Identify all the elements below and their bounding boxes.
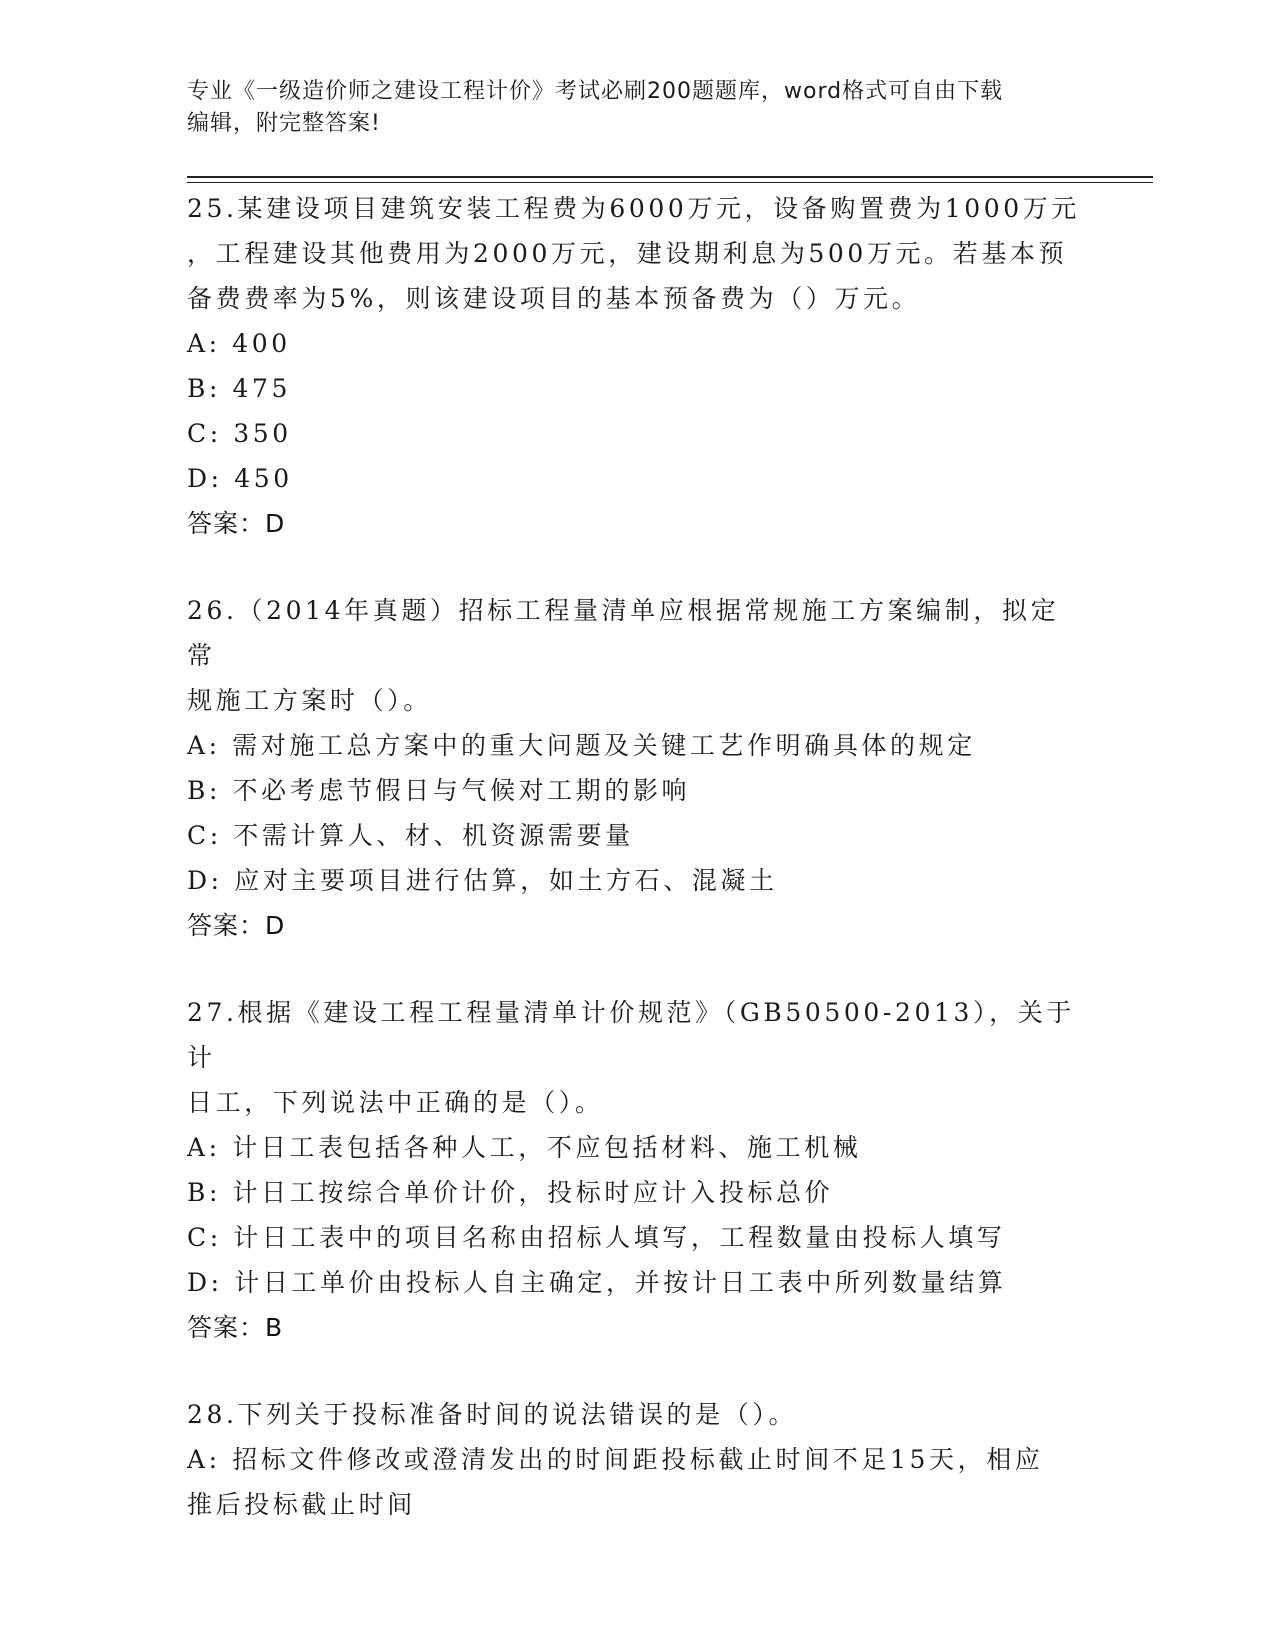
option-a-continued: 推后投标截止时间 <box>187 1490 416 1519</box>
document-header <box>187 76 1067 140</box>
answer: 答案：D <box>187 509 286 538</box>
option-d: D: 计日工单价由投标人自主确定，并按计日工表中所列数量结算 <box>187 1268 1007 1297</box>
header-divider-thin <box>187 182 1153 183</box>
question-26 <box>187 588 1087 948</box>
header-line-2: 编辑，附完整答案! <box>187 111 381 136</box>
option-c: C: 计日工表中的项目名称由招标人填写，工程数量由投标人填写 <box>187 1223 1006 1252</box>
option-a: A: 400 <box>187 329 291 358</box>
option-a: A: 招标文件修改或澄清发出的时间距投标截止时间不足15天，相应 <box>187 1445 1044 1474</box>
answer: 答案：B <box>187 1313 284 1342</box>
question-list <box>187 186 1087 1569</box>
option-a: A: 计日工表包括各种人工，不应包括材料、施工机械 <box>187 1133 862 1162</box>
question-text-line: 28.下列关于投标准备时间的说法错误的是（）。 <box>187 1400 798 1429</box>
option-d: D: 450 <box>187 464 293 493</box>
answer: 答案：D <box>187 911 286 940</box>
question-text-line: 日工，下列说法中正确的是（）。 <box>187 1088 604 1117</box>
question-text-line: 25.某建设项目建筑安装工程费为6000万元，设备购置费为1000万元 <box>187 194 1081 223</box>
question-text-line: ，工程建设其他费用为2000万元，建设期利息为500万元。若基本预 <box>187 239 1068 268</box>
question-28 <box>187 1392 1087 1527</box>
question-27 <box>187 990 1087 1350</box>
option-b: B: 计日工按综合单价计价，投标时应计入投标总价 <box>187 1178 834 1207</box>
question-text-line: 规施工方案时（）。 <box>187 686 432 715</box>
option-b: B: 不必考虑节假日与气候对工期的影响 <box>187 776 691 805</box>
option-a: A: 需对施工总方案中的重大问题及关键工艺作明确具体的规定 <box>187 731 976 760</box>
header-line-1: 专业《一级造价师之建设工程计价》考试必刷200题题库，word格式可自由下载 <box>187 79 1004 104</box>
option-b: B: 475 <box>187 374 292 403</box>
header-divider-thick <box>187 176 1153 178</box>
question-text-line: 27.根据《建设工程工程量清单计价规范》（GB50500-2013），关于计 <box>187 998 1075 1072</box>
question-text-line: 备费费率为5%，则该建设项目的基本预备费为（）万元。 <box>187 284 921 313</box>
option-c: C: 不需计算人、材、机资源需要量 <box>187 821 634 850</box>
question-25 <box>187 186 1087 546</box>
option-d: D: 应对主要项目进行估算，如土方石、混凝土 <box>187 866 778 895</box>
question-text-line: 26.（2014年真题）招标工程量清单应根据常规施工方案编制，拟定常 <box>187 596 1060 670</box>
option-c: C: 350 <box>187 419 292 448</box>
